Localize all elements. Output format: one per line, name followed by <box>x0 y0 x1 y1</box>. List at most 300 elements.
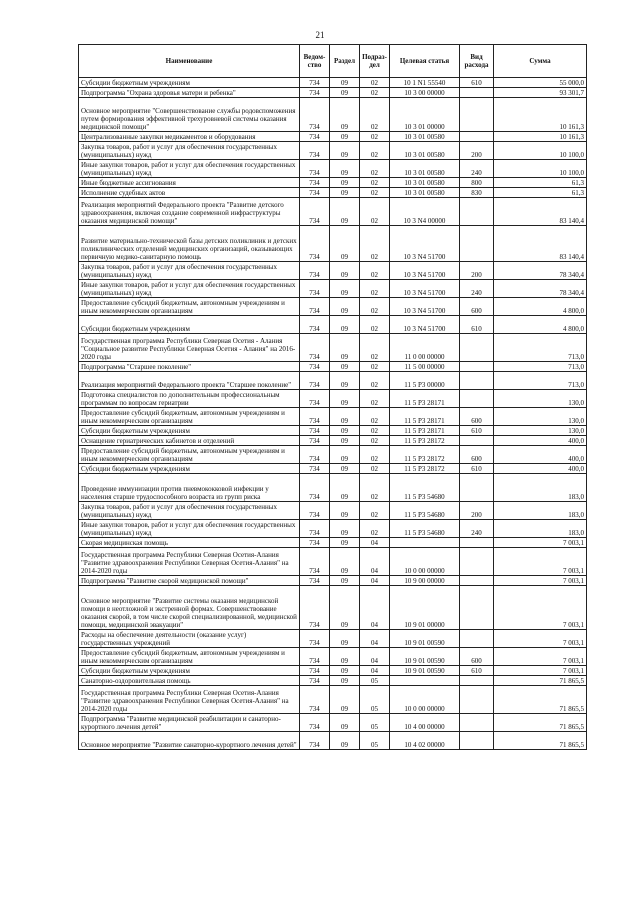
row-podrazdel: 04 <box>360 648 390 666</box>
row-sum: 400,0 <box>494 446 587 464</box>
row-name: Предоставление субсидий бюджетным, автономным учреждениям и иным некоммерческим организациям <box>79 648 300 666</box>
row-target-article: 11 5 P3 28171 <box>390 408 460 426</box>
row-podrazdel: 02 <box>360 464 390 474</box>
row-podrazdel: 02 <box>360 408 390 426</box>
row-target-article: 11 5 P3 28171 <box>390 426 460 436</box>
row-target-article: 10 3 01 00580 <box>390 160 460 178</box>
row-podrazdel: 02 <box>360 474 390 502</box>
row-expense-type: 610 <box>460 666 494 676</box>
row-podrazdel: 02 <box>360 88 390 98</box>
row-name: Оснащение гериатрических кабинетов и отделений <box>79 436 300 446</box>
row-sum: 83 140,4 <box>494 226 587 262</box>
row-sum: 10 161,3 <box>494 98 587 132</box>
row-sum: 7 003,1 <box>494 666 587 676</box>
row-razdel: 09 <box>330 714 360 732</box>
row-podrazdel: 02 <box>360 142 390 160</box>
row-sum: 713,0 <box>494 334 587 362</box>
page-number: 21 <box>315 30 325 40</box>
row-vedomstvo: 734 <box>300 714 330 732</box>
row-target-article: 11 5 00 00000 <box>390 362 460 372</box>
row-razdel: 09 <box>330 188 360 198</box>
table-row <box>79 586 587 630</box>
row-target-article: 11 5 P3 28171 <box>390 390 460 408</box>
row-razdel: 09 <box>330 436 360 446</box>
row-sum: 130,0 <box>494 390 587 408</box>
row-expense-type <box>460 732 494 750</box>
row-expense-type <box>460 98 494 132</box>
row-expense-type: 240 <box>460 160 494 178</box>
table-row <box>79 630 587 648</box>
row-razdel: 09 <box>330 132 360 142</box>
table-row <box>79 280 587 298</box>
row-sum: 7 003,1 <box>494 630 587 648</box>
row-razdel: 09 <box>330 198 360 226</box>
table-row <box>79 316 587 334</box>
table-row <box>79 502 587 520</box>
row-expense-type: 610 <box>460 78 494 88</box>
row-expense-type: 200 <box>460 142 494 160</box>
row-sum: 130,0 <box>494 426 587 436</box>
row-razdel: 09 <box>330 446 360 464</box>
row-vedomstvo: 734 <box>300 132 330 142</box>
row-podrazdel: 04 <box>360 576 390 586</box>
row-razdel: 09 <box>330 464 360 474</box>
row-podrazdel: 04 <box>360 538 390 548</box>
table-row <box>79 262 587 280</box>
row-razdel: 09 <box>330 178 360 188</box>
row-razdel: 09 <box>330 548 360 576</box>
row-vedomstvo: 734 <box>300 538 330 548</box>
table-row <box>79 666 587 676</box>
row-expense-type: 830 <box>460 188 494 198</box>
table-row <box>79 538 587 548</box>
row-target-article: 11 0 00 00000 <box>390 334 460 362</box>
row-expense-type <box>460 686 494 714</box>
row-sum: 7 003,1 <box>494 648 587 666</box>
row-sum: 130,0 <box>494 408 587 426</box>
row-vedomstvo: 734 <box>300 142 330 160</box>
row-expense-type: 200 <box>460 262 494 280</box>
row-razdel: 09 <box>330 88 360 98</box>
row-target-article: 10 0 00 00000 <box>390 686 460 714</box>
table-row <box>79 198 587 226</box>
row-podrazdel: 02 <box>360 502 390 520</box>
row-target-article: 10 3 N4 00000 <box>390 198 460 226</box>
row-expense-type: 240 <box>460 520 494 538</box>
row-razdel: 09 <box>330 160 360 178</box>
row-expense-type: 600 <box>460 298 494 316</box>
row-vedomstvo: 734 <box>300 280 330 298</box>
row-sum: 71 865,5 <box>494 676 587 686</box>
row-vedomstvo: 734 <box>300 686 330 714</box>
row-razdel: 09 <box>330 630 360 648</box>
row-name: Централизованные закупки медикаментов и оборудования <box>79 132 300 142</box>
row-razdel: 09 <box>330 316 360 334</box>
table-row <box>79 88 587 98</box>
row-razdel: 09 <box>330 732 360 750</box>
row-expense-type: 600 <box>460 648 494 666</box>
row-name: Иные закупки товаров, работ и услуг для обеспечения государственных (муниципальных) нужд <box>79 160 300 178</box>
row-expense-type <box>460 372 494 390</box>
row-podrazdel: 02 <box>360 78 390 88</box>
row-vedomstvo: 734 <box>300 576 330 586</box>
row-name: Предоставление субсидий бюджетным, автономным учреждениям и иным некоммерческим организациям <box>79 408 300 426</box>
row-name: Субсидии бюджетным учреждениям <box>79 426 300 436</box>
table-row <box>79 132 587 142</box>
row-sum: 71 865,5 <box>494 686 587 714</box>
row-target-article: 11 5 P3 54680 <box>390 520 460 538</box>
row-name: Государственная программа Республики Северная Осетия-Алания "Развитие здравоохранения Республики Северная Осетия-Алания" на 2014-2020 годы <box>79 548 300 576</box>
row-sum: 61,3 <box>494 178 587 188</box>
row-name: Подпрограмма "Развитие скорой медицинской помощи" <box>79 576 300 586</box>
row-sum: 7 003,1 <box>494 576 587 586</box>
row-expense-type <box>460 474 494 502</box>
table-row <box>79 686 587 714</box>
table-row <box>79 714 587 732</box>
table-row <box>79 648 587 666</box>
table-body <box>79 78 587 750</box>
table-row <box>79 446 587 464</box>
row-podrazdel: 02 <box>360 298 390 316</box>
table-row <box>79 78 587 88</box>
row-expense-type <box>460 334 494 362</box>
row-target-article: 10 3 N4 51700 <box>390 298 460 316</box>
row-vedomstvo: 734 <box>300 262 330 280</box>
row-podrazdel: 02 <box>360 334 390 362</box>
row-vedomstvo: 734 <box>300 548 330 576</box>
header-podrazdel: Подраз-дел <box>360 45 390 78</box>
row-razdel: 09 <box>330 676 360 686</box>
row-razdel: 09 <box>330 334 360 362</box>
row-expense-type <box>460 714 494 732</box>
table-row <box>79 474 587 502</box>
row-sum: 400,0 <box>494 436 587 446</box>
row-expense-type <box>460 198 494 226</box>
row-name: Развитие материально-технической базы детских поликлиник и детских поликлинических отделений медицинских организаций, оказывающих первичную медико-санитарную помощь <box>79 226 300 262</box>
row-vedomstvo: 734 <box>300 520 330 538</box>
row-target-article: 11 5 P3 54680 <box>390 502 460 520</box>
row-target-article: 10 0 00 00000 <box>390 548 460 576</box>
row-vedomstvo: 734 <box>300 666 330 676</box>
row-sum: 7 003,1 <box>494 548 587 576</box>
table-row <box>79 520 587 538</box>
row-razdel: 09 <box>330 538 360 548</box>
row-name: Предоставление субсидий бюджетным, автономным учреждениям и иным некоммерческим организациям <box>79 298 300 316</box>
row-podrazdel: 02 <box>360 362 390 372</box>
table-row <box>79 372 587 390</box>
row-target-article: 11 5 P3 00000 <box>390 372 460 390</box>
header-sum: Сумма <box>494 45 587 78</box>
table-row <box>79 226 587 262</box>
row-sum: 183,0 <box>494 502 587 520</box>
table-row <box>79 548 587 576</box>
row-podrazdel: 02 <box>360 372 390 390</box>
header-razdel: Раздел <box>330 45 360 78</box>
row-sum: 93 301,7 <box>494 88 587 98</box>
row-sum: 61,3 <box>494 188 587 198</box>
row-target-article: 10 1 N1 55540 <box>390 78 460 88</box>
row-sum: 78 340,4 <box>494 262 587 280</box>
row-vedomstvo: 734 <box>300 334 330 362</box>
table-row <box>79 436 587 446</box>
row-podrazdel: 02 <box>360 132 390 142</box>
row-target-article: 10 9 01 00000 <box>390 586 460 630</box>
row-razdel: 09 <box>330 142 360 160</box>
table-row <box>79 390 587 408</box>
row-target-article: 10 4 02 00000 <box>390 732 460 750</box>
row-target-article: 10 3 00 00000 <box>390 88 460 98</box>
table-row <box>79 298 587 316</box>
row-podrazdel: 02 <box>360 426 390 436</box>
row-razdel: 09 <box>330 298 360 316</box>
row-vedomstvo: 734 <box>300 502 330 520</box>
row-vedomstvo: 734 <box>300 362 330 372</box>
row-vedomstvo: 734 <box>300 188 330 198</box>
row-podrazdel: 02 <box>360 98 390 132</box>
row-target-article <box>390 538 460 548</box>
row-sum: 71 865,5 <box>494 714 587 732</box>
table-row <box>79 334 587 362</box>
row-name: Субсидии бюджетным учреждениям <box>79 464 300 474</box>
row-vedomstvo: 734 <box>300 390 330 408</box>
row-razdel: 09 <box>330 666 360 676</box>
row-sum: 55 000,0 <box>494 78 587 88</box>
table-row <box>79 576 587 586</box>
row-name: Иные закупки товаров, работ и услуг для обеспечения государственных (муниципальных) нужд <box>79 280 300 298</box>
row-vedomstvo: 734 <box>300 446 330 464</box>
row-target-article: 10 3 N4 51700 <box>390 280 460 298</box>
row-name: Иные закупки товаров, работ и услуг для обеспечения государственных (муниципальных) нужд <box>79 520 300 538</box>
row-vedomstvo: 734 <box>300 298 330 316</box>
row-razdel: 09 <box>330 408 360 426</box>
row-razdel: 09 <box>330 648 360 666</box>
table-row <box>79 362 587 372</box>
row-target-article <box>390 676 460 686</box>
row-sum: 183,0 <box>494 520 587 538</box>
row-podrazdel: 04 <box>360 666 390 676</box>
header-expense-type: Вид расхода <box>460 45 494 78</box>
row-vedomstvo: 734 <box>300 88 330 98</box>
row-podrazdel: 02 <box>360 262 390 280</box>
row-podrazdel: 05 <box>360 714 390 732</box>
row-vedomstvo: 734 <box>300 630 330 648</box>
row-podrazdel: 04 <box>360 548 390 576</box>
table-row <box>79 408 587 426</box>
row-razdel: 09 <box>330 520 360 538</box>
row-target-article: 10 9 01 00590 <box>390 666 460 676</box>
table-row <box>79 464 587 474</box>
row-expense-type: 610 <box>460 426 494 436</box>
row-name: Подпрограмма "Старшее поколение" <box>79 362 300 372</box>
row-target-article: 10 3 N4 51700 <box>390 316 460 334</box>
row-sum: 4 800,0 <box>494 298 587 316</box>
row-sum: 4 800,0 <box>494 316 587 334</box>
row-podrazdel: 02 <box>360 188 390 198</box>
row-name: Государственная программа Республики Северная Осетия - Алания "Социальное развитие Республики Северная Осетия - Алания" на 2016-2020 годы <box>79 334 300 362</box>
row-sum: 71 865,5 <box>494 732 587 750</box>
row-razdel: 09 <box>330 226 360 262</box>
header-name: Наименование <box>79 45 300 78</box>
row-vedomstvo: 734 <box>300 178 330 188</box>
row-name: Основное мероприятие "Развитие системы оказания медицинской помощи в неотложной и экстренной формах. Совершенствование оказания скорой, в том числе скорой специализированной, медицинской помощи, медицинской эвакуации" <box>79 586 300 630</box>
row-podrazdel: 02 <box>360 198 390 226</box>
row-expense-type: 240 <box>460 280 494 298</box>
row-podrazdel: 04 <box>360 586 390 630</box>
row-expense-type <box>460 88 494 98</box>
row-vedomstvo: 734 <box>300 160 330 178</box>
row-name: Основное мероприятие "Совершенствование службы родовспоможения путем формирования эффективной трехуровневой системы оказания медицинской помощи" <box>79 98 300 132</box>
row-target-article: 11 5 P3 54680 <box>390 474 460 502</box>
row-expense-type <box>460 576 494 586</box>
row-name: Подпрограмма "Развитие медицинской реабилитации и санаторно-курортного лечения детей" <box>79 714 300 732</box>
budget-table <box>78 44 587 750</box>
row-podrazdel: 05 <box>360 686 390 714</box>
row-name: Закупка товаров, работ и услуг для обеспечения государственных (муниципальных) нужд <box>79 262 300 280</box>
header-vedomstvo: Ведом-ство <box>300 45 330 78</box>
row-sum: 83 140,4 <box>494 198 587 226</box>
row-target-article: 10 3 01 00580 <box>390 188 460 198</box>
row-razdel: 09 <box>330 474 360 502</box>
row-expense-type <box>460 390 494 408</box>
row-name: Реализация мероприятий Федерального проекта "Развитие детского здравоохранения, включая создание современной инфраструктуры оказания медицинской помощи" <box>79 198 300 226</box>
row-expense-type <box>460 226 494 262</box>
row-name: Предоставление субсидий бюджетным, автономным учреждениям и иным некоммерческим организациям <box>79 446 300 464</box>
row-vedomstvo: 734 <box>300 426 330 436</box>
row-name: Исполнение судебных актов <box>79 188 300 198</box>
row-name: Субсидии бюджетным учреждениям <box>79 666 300 676</box>
row-sum: 400,0 <box>494 464 587 474</box>
row-vedomstvo: 734 <box>300 372 330 390</box>
row-expense-type <box>460 586 494 630</box>
row-expense-type: 200 <box>460 502 494 520</box>
row-vedomstvo: 734 <box>300 198 330 226</box>
row-name: Иные бюджетные ассигнования <box>79 178 300 188</box>
row-vedomstvo: 734 <box>300 316 330 334</box>
row-razdel: 09 <box>330 262 360 280</box>
row-name: Скорая медицинская помощь <box>79 538 300 548</box>
row-sum: 183,0 <box>494 474 587 502</box>
row-sum: 10 100,0 <box>494 142 587 160</box>
row-expense-type: 610 <box>460 464 494 474</box>
row-podrazdel: 04 <box>360 630 390 648</box>
row-razdel: 09 <box>330 362 360 372</box>
row-vedomstvo: 734 <box>300 648 330 666</box>
table-row <box>79 732 587 750</box>
row-target-article: 10 4 00 00000 <box>390 714 460 732</box>
row-podrazdel: 02 <box>360 178 390 188</box>
row-podrazdel: 02 <box>360 520 390 538</box>
table-row <box>79 98 587 132</box>
row-target-article: 10 9 00 00000 <box>390 576 460 586</box>
row-sum: 7 003,1 <box>494 586 587 630</box>
row-expense-type <box>460 548 494 576</box>
row-name: Подпрограмма "Охрана здоровья матери и ребенка" <box>79 88 300 98</box>
table-row <box>79 426 587 436</box>
row-expense-type <box>460 362 494 372</box>
row-sum: 7 003,1 <box>494 538 587 548</box>
row-vedomstvo: 734 <box>300 586 330 630</box>
row-razdel: 09 <box>330 586 360 630</box>
row-podrazdel: 05 <box>360 676 390 686</box>
row-podrazdel: 02 <box>360 226 390 262</box>
row-razdel: 09 <box>330 280 360 298</box>
row-expense-type <box>460 132 494 142</box>
row-expense-type: 610 <box>460 316 494 334</box>
row-expense-type <box>460 630 494 648</box>
row-podrazdel: 02 <box>360 280 390 298</box>
row-sum: 713,0 <box>494 362 587 372</box>
row-name: Реализация мероприятий Федерального проекта "Старшее поколение" <box>79 372 300 390</box>
row-vedomstvo: 734 <box>300 98 330 132</box>
row-target-article: 11 5 P3 28172 <box>390 436 460 446</box>
row-name: Расходы на обеспечение деятельности (оказание услуг) государственных учреждений <box>79 630 300 648</box>
row-expense-type: 600 <box>460 446 494 464</box>
table-row <box>79 142 587 160</box>
table-header-row <box>79 45 587 78</box>
row-sum: 78 340,4 <box>494 280 587 298</box>
row-target-article: 10 3 01 00580 <box>390 178 460 188</box>
row-expense-type <box>460 538 494 548</box>
row-podrazdel: 02 <box>360 446 390 464</box>
row-target-article: 11 5 P3 28172 <box>390 446 460 464</box>
row-name: Закупка товаров, работ и услуг для обеспечения государственных (муниципальных) нужд <box>79 502 300 520</box>
row-target-article: 10 3 N4 51700 <box>390 262 460 280</box>
row-vedomstvo: 734 <box>300 78 330 88</box>
row-sum: 10 161,3 <box>494 132 587 142</box>
row-vedomstvo: 734 <box>300 408 330 426</box>
row-target-article: 10 3 N4 51700 <box>390 226 460 262</box>
row-razdel: 09 <box>330 502 360 520</box>
row-razdel: 09 <box>330 78 360 88</box>
row-target-article: 10 3 01 00000 <box>390 98 460 132</box>
row-razdel: 09 <box>330 686 360 714</box>
table-row <box>79 160 587 178</box>
row-podrazdel: 02 <box>360 436 390 446</box>
header-target-article: Целевая статья <box>390 45 460 78</box>
row-vedomstvo: 734 <box>300 226 330 262</box>
row-target-article: 11 5 P3 28172 <box>390 464 460 474</box>
row-name: Государственная программа Республики Северная Осетия-Алания "Развитие здравоохранения Республики Северная Осетия-Алания" на 2014-2020 годы <box>79 686 300 714</box>
row-razdel: 09 <box>330 390 360 408</box>
row-razdel: 09 <box>330 426 360 436</box>
row-name: Санаторно-оздоровительная помощь <box>79 676 300 686</box>
row-name: Субсидии бюджетным учреждениям <box>79 316 300 334</box>
row-target-article: 10 3 01 00580 <box>390 142 460 160</box>
row-name: Закупка товаров, работ и услуг для обеспечения государственных (муниципальных) нужд <box>79 142 300 160</box>
row-vedomstvo: 734 <box>300 474 330 502</box>
row-name: Основное мероприятие "Развитие санаторно-курортного лечения детей" <box>79 732 300 750</box>
table-row <box>79 676 587 686</box>
row-expense-type <box>460 436 494 446</box>
table-row <box>79 188 587 198</box>
row-target-article: 10 3 01 00580 <box>390 132 460 142</box>
row-expense-type: 800 <box>460 178 494 188</box>
row-razdel: 09 <box>330 98 360 132</box>
row-expense-type: 600 <box>460 408 494 426</box>
row-expense-type <box>460 676 494 686</box>
row-razdel: 09 <box>330 576 360 586</box>
row-podrazdel: 02 <box>360 316 390 334</box>
row-target-article: 10 9 01 00590 <box>390 648 460 666</box>
row-sum: 713,0 <box>494 372 587 390</box>
row-name: Проведение иммунизации против пневмококковой инфекции у населения старше трудоспособного возраста из групп риска <box>79 474 300 502</box>
row-name: Подготовка специалистов по дополнительным профессиональным программам по вопросам гериатрии <box>79 390 300 408</box>
row-name: Субсидии бюджетным учреждениям <box>79 78 300 88</box>
row-sum: 10 100,0 <box>494 160 587 178</box>
row-podrazdel: 05 <box>360 732 390 750</box>
row-vedomstvo: 734 <box>300 436 330 446</box>
row-vedomstvo: 734 <box>300 732 330 750</box>
